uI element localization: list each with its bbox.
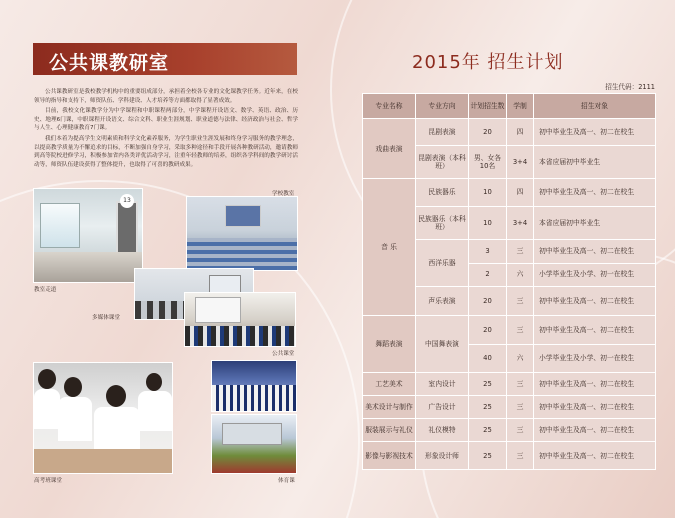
table-row — [363, 179, 656, 206]
table-header-row — [363, 94, 656, 119]
cell-target: 初中毕业生及高一、初二在校生 — [534, 119, 656, 145]
cell-count: 25 — [469, 372, 507, 395]
intro-paragraph-1: 公共课教研室是我校教学机构中的重要组成部分，承担着全校各专业的文化课教学任务。近年来，在校领导的指导和支持下，师资队伍、学科建设、人才培养等方面都取得了显著成效。 — [34, 89, 298, 104]
table-row — [363, 119, 656, 145]
cell-target: 初中毕业生及高一、初二在校生 — [534, 286, 656, 315]
cell-years: 三 — [507, 442, 534, 470]
cell-years: 3+4 — [507, 145, 534, 179]
left-page — [0, 0, 337, 518]
cell-years: 三 — [507, 240, 534, 263]
cell-target: 本省应届初中毕业生 — [534, 145, 656, 179]
cell-count: 3 — [469, 240, 507, 263]
cell-count: 20 — [469, 316, 507, 344]
cell-count: 25 — [469, 396, 507, 419]
photo-lecture-hall — [211, 360, 297, 412]
cell-years: 三 — [507, 419, 534, 442]
cell-count: 10 — [469, 206, 507, 240]
cell-target: 初中毕业生及高一、初二在校生 — [534, 316, 656, 344]
caption-entrance-exam-class: 高考班课堂 — [34, 478, 62, 484]
cell-direction: 声乐表演 — [416, 286, 469, 315]
caption-classroom: 学校教室 — [272, 191, 295, 197]
cell-count: 25 — [469, 442, 507, 470]
cell-years: 三 — [507, 372, 534, 395]
table-row — [363, 442, 656, 470]
cell-major: 影像与影视技术 — [363, 442, 416, 470]
photo-classroom — [186, 196, 298, 271]
intro-paragraph-2: 目前，我校文化课教学分为中学课程和中职课程两部分，中学课程开设语文、数学、英语、政治、历史、地理6门课，中职课程开设语文、综合文科、职业生涯规划、职业道德与法律、经济政治与社会、哲学与人生、心理健康教育7门课。 — [34, 108, 298, 132]
table-row — [363, 396, 656, 419]
enrollment-code: 招生代码：2111 — [605, 83, 655, 91]
cell-years: 3+4 — [507, 206, 534, 240]
cell-years: 四 — [507, 179, 534, 206]
header-count: 计划招生数 — [469, 94, 507, 119]
cell-major: 工艺美术 — [363, 372, 416, 395]
cell-years: 六 — [507, 344, 534, 372]
cell-count: 20 — [469, 119, 507, 145]
group-opera: 戏曲表演 — [363, 119, 416, 179]
caption-public-class: 公共课堂 — [272, 351, 295, 357]
cell-years: 三 — [507, 316, 534, 344]
cell-target: 本省应届初中毕业生 — [534, 206, 656, 240]
cell-direction: 西洋乐器 — [416, 240, 469, 286]
cell-target: 初中毕业生及高一、初二在校生 — [534, 396, 656, 419]
section-title: 公共课教研室 — [33, 43, 297, 75]
right-page — [337, 0, 675, 518]
cell-direction: 形象设计师 — [416, 442, 469, 470]
photo-corridor: 13 — [33, 188, 143, 283]
cell-major: 服装展示与礼仪 — [363, 419, 416, 442]
intro-text — [34, 88, 298, 171]
header-direction: 专业方向 — [416, 94, 469, 119]
cell-years: 三 — [507, 396, 534, 419]
cell-target: 小学毕业生及小学、初一在校生 — [534, 344, 656, 372]
photo-public-class — [184, 292, 296, 347]
table-row — [363, 316, 656, 344]
cell-years: 三 — [507, 286, 534, 315]
photo-gym-class — [211, 414, 297, 474]
cell-direction: 民族器乐（本科班） — [416, 206, 469, 240]
cell-direction: 中国舞表演 — [416, 316, 469, 373]
enrollment-title: 2015年 招生计划 — [412, 52, 564, 73]
header-years: 学制 — [507, 94, 534, 119]
enrollment-table — [362, 93, 656, 470]
cell-count: 25 — [469, 419, 507, 442]
table-row — [363, 372, 656, 395]
caption-gym-class: 体育课 — [278, 478, 295, 484]
cell-major: 美术设计与制作 — [363, 396, 416, 419]
cell-direction: 广告设计 — [416, 396, 469, 419]
header-target: 招生对象 — [534, 94, 656, 119]
group-music: 音 乐 — [363, 179, 416, 316]
cell-count: 2 — [469, 263, 507, 286]
cell-target: 初中毕业生及高一、初二在校生 — [534, 240, 656, 263]
cell-years: 四 — [507, 119, 534, 145]
cell-count: 40 — [469, 344, 507, 372]
cell-direction: 礼仪模特 — [416, 419, 469, 442]
cell-direction: 昆剧表演（本科班） — [416, 145, 469, 179]
enrollment-table-wrap — [362, 93, 655, 470]
cell-target: 初中毕业生及高一、初二在校生 — [534, 179, 656, 206]
cell-count: 10 — [469, 179, 507, 206]
cell-direction: 昆剧表演 — [416, 119, 469, 145]
group-dance: 舞蹈表演 — [363, 316, 416, 373]
photo-entrance-exam-class — [33, 362, 173, 474]
cell-years: 六 — [507, 263, 534, 286]
header-major: 专业名称 — [363, 94, 416, 119]
cell-count: 20 — [469, 286, 507, 315]
cell-target: 小学毕业生及小学、初一在校生 — [534, 263, 656, 286]
caption-corridor: 教室走道 — [34, 287, 57, 293]
intro-paragraph-3: 我们本着为提高学生文明素质和科学文化素养服务，为学生职业生涯发展和终身学习服务的教学理念，以提高教学质量为不懈追求的目标，不断加强自身学习，采取多种途径和手段开展各种教研活动，邀请教师到高等院校进修学习，积极参加省内各类评优活动学习，注重年轻教师的培养，组织各学科间的教学研讨活动等，师资队伍建设获得了整体提升，也取得了可喜的教研成果。 — [34, 135, 298, 168]
cell-target: 初中毕业生及高一、初二在校生 — [534, 442, 656, 470]
table-row — [363, 419, 656, 442]
cell-target: 初中毕业生及高一、初二在校生 — [534, 372, 656, 395]
caption-multimedia: 多媒体课堂 — [92, 315, 120, 321]
cell-count: 男、女各10名 — [469, 145, 507, 179]
cell-direction: 室内设计 — [416, 372, 469, 395]
cell-target: 初中毕业生及高一、初二在校生 — [534, 419, 656, 442]
cell-direction: 民族器乐 — [416, 179, 469, 206]
